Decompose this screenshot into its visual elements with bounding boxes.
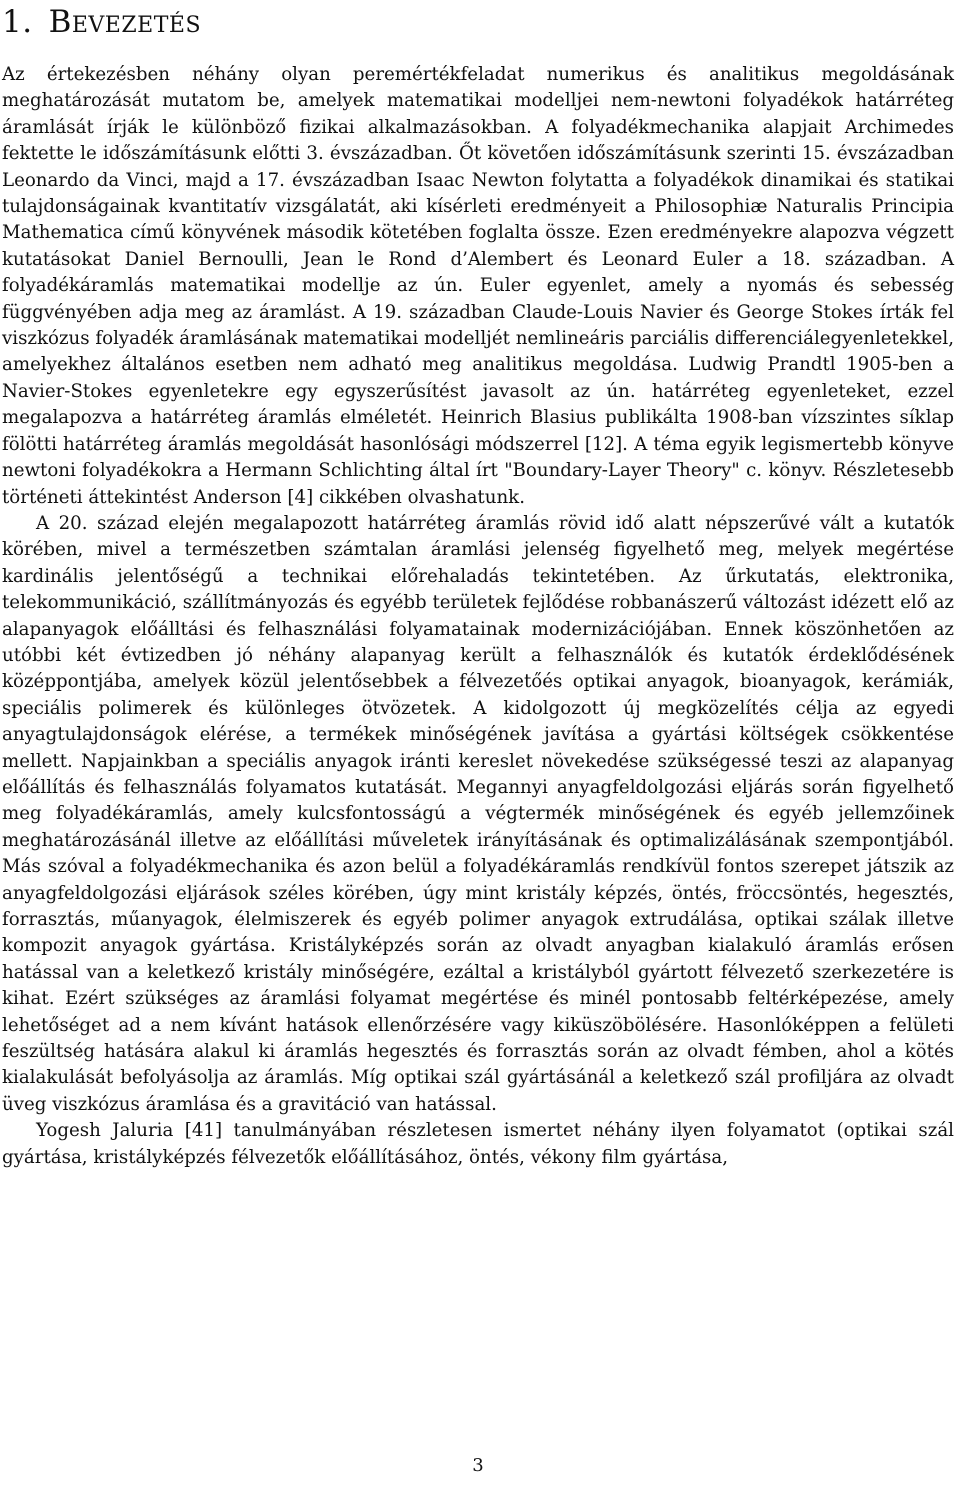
paragraph-1: Az értekezésben néhány olyan peremértékfeladat numerikus és analitikus megoldásának meghatározását mutatom be, amelyek matematikai modelljei nem-newtoni folyadékok határréteg áramlását írják le különböző fizikai alkalmazásokban. A folyadékmechanika alapjait Archimedes fektette le időszámításunk előtti 3. évszázadban. Őt követően időszámításunk szerinti 15. évszázadban Leonardo da Vinci, majd a 17. évszázadban Isaac Newton folytatta a folyadékok dinamikai és statikai tulajdonságainak kvantitatív vizsgálatát, aki kísérleti eredményeit a Philosophiæ Naturalis Principia Mathematica című könyvének második kötetében foglalta össze. Ezen eredményekre alapozva végzett kutatásokat Daniel Bernoulli, Jean le Rond d’Alembert és Leonard Euler a 18. században. A folyadékáramlás matematikai modellje az ún. Euler egyenlet, amely a nyomás és sebesség függvényében adja meg az áramlást. A 19. században Claude-Louis Navier és George Stokes írták fel viszkózus folyadék áramlásának matematikai modelljét nemlineáris parciális differenciálegyenletekkel, amelyekhez általános esetben nem adható meg analitikus megoldása. Ludwig Prandtl 1905-ben a Navier-Stokes egyenletekre egy egyszerűsítést javasolt az ún. határréteg egyenleteket, ezzel megalapozva a határréteg áramlás elméletét. Heinrich Blasius publikálta 1908-ban vízszintes síklap fölötti határréteg áramlás megoldását hasonlósági módszerrel [12]. A téma egyik legismertebb könyve newtoni folyadékokra a Hermann Schlichting által írt "Boundary-Layer Theory" c. könyv. Részletesebb történeti áttekintést Anderson [4] cikkében olvashatunk. [2, 64, 954, 508]
paragraph-2: A 20. század elején megalapozott határréteg áramlás rövid idő alatt népszerűvé vált a kutatók körében, mivel a természetben számtalan áramlási jelenség figyelhető meg, melyek megértése kardinális jelentőségű a technikai előrehaladás tekintetében. Az űrkutatás, elektronika, telekommunikáció, szállítmányozás és egyébb területek fejlődése robbanászerű változást idézett elő az alapanyagok előálltási és felhasználási folyamatainak modernizációjában. Ennek köszönhetően az utóbbi két évtizedben jó néhány alapanyag került a felhasználók és kutatók érdeklődésének középpontjába, amelyek közül jelentősebbek a félvezetőés optikai anyagok, bioanyagok, kerámiák, speciális polimerek és különleges ötvözetek. A kidolgozott új megközelítés célja az egyedi anyagtulajdonságok elérése, a termékek minőségének javítása a gyártási költségek csökkentése mellett. Napjainkban a speciális anyagok iránti kereslet növekedése szükségessé teszi az alapanyag előállítás és felhasználás folyamatos kutatását. Megannyi anyagfeldolgozási eljárás során figyelhető meg folyadékáramlás, amely kulcsfontosságú a végtermék minőségének és egyéb jellemzőinek meghatározásánál illetve az előállítási műveletek irányításának és optimalizálásának szempontjából. Más szóval a folyadékmechanika és azon belül a folyadékáramlás rendkívül fontos szerepet játszik az anyagfeldolgozási eljárások széles körében, úgy mint kristály képzés, öntés, fröccsöntés, hegesztés, forrasztás, műanyagok, élelmiszerek és egyéb polimer anyagok extrudálása, optikai szálak illetve kompozit anyagok gyártása. Kristályképzés során az olvadt anyagban kialakuló áramlás erősen hatással van a keletkező kristály minőségére, ezáltal a kristályból gyártott félvezető szerkezetére is kihat. Ezért szükséges az áramlási folyamat megértése és minél pontosabb feltérképezése, amely lehetőséget ad a nem kívánt hatások ellenőrzésére vagy kiküszöbölésére. Hasonlóképpen a felületi feszültség hatására alakul ki áramlás hegesztés és forrasztás során az olvadt fémben, ahol a kötés kialakulását befolyásolja az áramlás. Míg optikai szál gyártásánál a keletkező szál profiljára az olvadt üveg viszkózus áramlása és a gravitáció van hatással. [2, 512, 954, 1115]
page-number: 3 [472, 1455, 484, 1476]
paragraph-3: Yogesh Jaluria [41] tanulmányában részletesen ismertet néhány ilyen folyamatot (optikai szál gyártása, kristályképzés félvezetők előállításához, öntés, vékony film gyártása, [2, 1120, 954, 1168]
page [2, 0, 954, 1171]
section-title: Bevezetés [48, 4, 202, 40]
section-number: 1. [2, 4, 33, 40]
section-heading [2, 0, 954, 48]
